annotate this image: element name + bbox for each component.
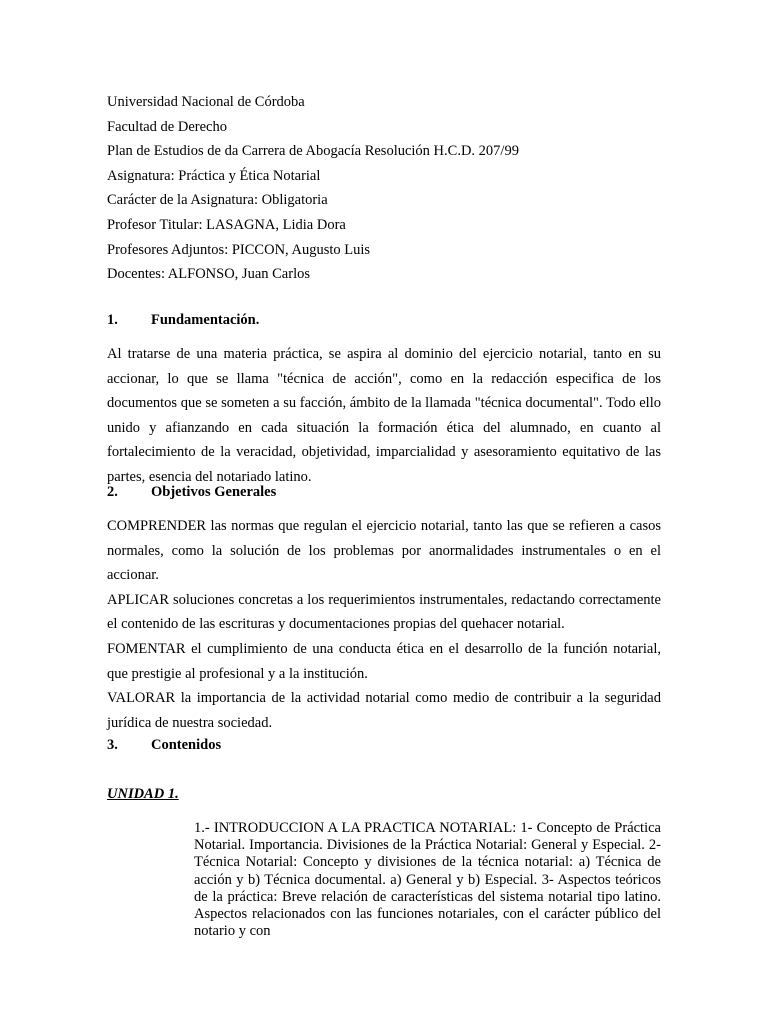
objective-aplicar: APLICAR soluciones concretas a los requerimientos instrumentales, redactando correctamente el contenido de las escrituras y documentaciones propias del quehacer notarial. [107, 591, 661, 633]
section-number: 3. [107, 737, 118, 753]
objective-valorar: VALORAR la importancia de la actividad notarial como medio de contribuir a la seguridad jurídica de nuestra sociedad. [107, 690, 661, 731]
document-header [107, 90, 667, 287]
unit-1-body: 1.- INTRODUCCION A LA PRACTICA NOTARIAL: 1- Concepto de Práctica Notarial. Importancia. Divisiones de la Práctica Notarial: General y Especial. 2- Técnica Notarial: Concepto y divisiones de la técnica notarial: a) Técnica de acción y b) Técnica documental. a) General y b) Especial. 3- Aspectos teóricos de la práctica: Breve relación de características del sistema notarial tipo latino. Aspectos relacionados con las funciones notariales, con el carácter público del notario y con [194, 820, 661, 940]
subject-character: Carácter de la Asignatura: Obligatoria [107, 192, 328, 209]
section-3-heading [107, 737, 221, 754]
head-professor: Profesor Titular: LASAGNA, Lidia Dora [107, 216, 346, 233]
section-number: 1. [107, 312, 118, 328]
objective-fomentar: FOMENTAR el cumplimiento de una conducta ética en el desarrollo de la función notarial, que prestigie al profesional y a la institución. [107, 640, 661, 682]
university-name: Universidad Nacional de Córdoba [107, 94, 305, 110]
section-title: Contenidos [151, 737, 222, 753]
section-2-body [107, 514, 661, 735]
section-1-body: Al tratarse de una materia práctica, se aspira al dominio del ejercicio notarial, tanto en su accionar, lo que se llama "técnica de acción", como en la redacción especifica de los documentos que se someten a su facción, ámbito de la llamada "técnica documental". Todo ello unido y afianzando en cada situación la formación ética del alumnado, en cuanto al fortalecimiento de la veracidad, objetividad, imparcialidad y asesoramiento equitativo de las partes, esencia del notariado latino. [107, 346, 661, 485]
section-2-heading [107, 484, 276, 501]
associate-professors: Profesores Adjuntos: PICCON, Augusto Luis [107, 241, 371, 258]
study-plan: Plan de Estudios de da Carrera de Abogacía Resolución H.C.D. 207/99 [107, 143, 519, 160]
section-1-heading [107, 312, 259, 329]
teachers: Docentes: ALFONSO, Juan Carlos [107, 266, 310, 283]
section-title: Objetivos Generales [151, 484, 277, 500]
objective-comprender: COMPRENDER las normas que regulan el ejercicio notarial, tanto las que se refieren a casos normales, como la solución de los problemas por anormalidades instrumentales o en el accionar. [107, 518, 661, 584]
unit-1-title: UNIDAD 1. [107, 786, 179, 802]
section-title: Fundamentación. [151, 312, 260, 328]
section-number: 2. [107, 484, 118, 500]
faculty-name: Facultad de Derecho [107, 118, 227, 135]
subject-name: Asignatura: Práctica y Ética Notarial [107, 167, 321, 184]
